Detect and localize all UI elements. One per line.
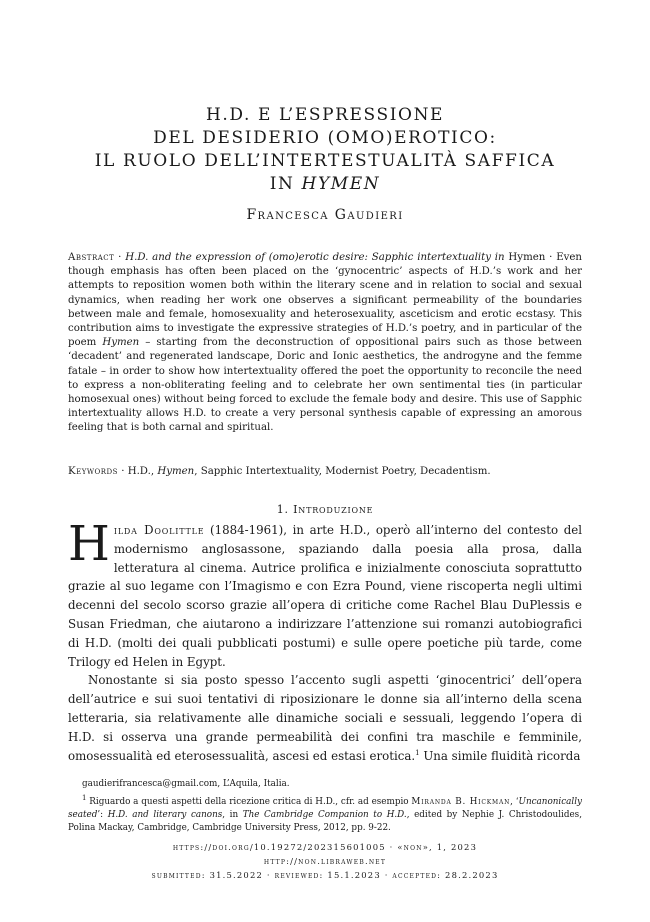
abstract-english-title-end: Hymen: [504, 252, 546, 263]
website-line[interactable]: http://non.libraweb.net: [263, 856, 387, 866]
paragraph-1-mid: ed: [110, 654, 133, 669]
footnote-1-italic-3: The Cambridge Companion to H.D.: [242, 810, 407, 820]
keywords-label: Keywords: [68, 466, 118, 477]
abstract-text-italic: Hymen: [102, 337, 140, 349]
keywords-pre: H.D.,: [127, 466, 158, 477]
footnote-ref-1[interactable]: 1: [415, 748, 420, 757]
footnote-1-italic-2: H.D. and literary canons: [107, 810, 223, 820]
abstract-separator-2: ·: [545, 252, 557, 263]
article-title: [0, 104, 650, 196]
paragraph-1-end: .: [222, 654, 226, 669]
section-heading: 1. Introduzione: [276, 503, 374, 516]
paragraph-2-end: Una simile fluidità ricorda: [419, 748, 581, 763]
drop-cap: H: [68, 516, 110, 572]
title-line-2: DEL DESIDERIO (OMO)EROTICO:: [153, 128, 497, 148]
footnote-1-author: Miranda B. Hickman: [411, 797, 511, 807]
abstract-label: Abstract: [68, 252, 115, 263]
footnote-1-text-d: , in: [222, 810, 243, 820]
title-line-1: H.D. E L’ESPRESSIONE: [205, 105, 445, 125]
abstract: [68, 251, 582, 436]
paragraph-2: [68, 671, 582, 765]
paragraph-1-text: (1884-1961), in arte H.D., operò all’interno del contesto del modernismo anglosassone, spaziando dalla poesia alla prosa, dalla letteratura al cinema. Autrice prolifica e inizialmente conosciuta soprattutto grazie al suo legame con l’Imagismo e con Ezra Pound, viene riscoperta negli ultimi decenni del secolo scorso grazie all’opera di critiche come Rachel Blau DuPlessis e Susan Friedman, che aiutarono a indirizzare l’attenzione sui romanzi autobiografici di H.D. (molti dei quali pubblicati postumi) e sulle opere poetiche più tarde, come: [68, 523, 582, 650]
footnote-1-text-a: Riguardo a questi aspetti della ricezione critica di H.D., cfr. ad esempio: [86, 797, 412, 807]
author-name: Francesca Gaudieri: [246, 207, 404, 223]
keywords-post: , Sapphic Intertextuality, Modernist Poetry, Decadentism.: [194, 466, 491, 477]
doi-line[interactable]: https://doi.org/10.19272/202315601005 · «non», 1, 2023: [172, 842, 478, 852]
dates-line: submitted: 31.5.2022 · reviewed: 15.1.2023 · accepted: 28.2.2023: [151, 870, 499, 880]
keywords-italic: Hymen: [157, 466, 195, 477]
keywords-separator: ·: [117, 466, 128, 477]
publication-meta: [0, 840, 650, 882]
body-text: [68, 516, 582, 765]
work-title-helen: Helen in Egypt: [132, 654, 223, 669]
footnote-1-text-e: , edited by Nephie J. Christodoulides, Polina Mackay, Cambridge, Cambridge University Press, 2012, pp. 9-22.: [68, 810, 582, 833]
paragraph-1: [68, 516, 582, 671]
footnote-1-text-b: , ‘: [510, 797, 519, 807]
title-line-4: [0, 173, 650, 196]
abstract-text-2: – starting from the deconstruction of oppositional pairs such as those between ‘decadent’ and regenerated landscape, Doric and Ionic aesthetics, the androgyne and the femme fatale – in order to show how intertextuality offered the poet the opportunity to reconcile the need to express a non-obliterating feeling and to celebrate her own sentimental ties (in particular homosexual ones) without being forced to exclude the female body and desire. This use of Sapphic intertextuality allows H.D. to create a very personal synthesis capable of expressing an amorous feeling that is both carnal and spiritual.: [68, 337, 582, 434]
footnote-1-text-c: ’:: [97, 810, 108, 820]
paragraph-2-text: Nonostante si sia posto spesso l’accento sugli aspetti ‘ginocentrici’ dell’opera dell’autrice e sui suoi tentativi di riposizionare le donne sia all’interno della scena letteraria, sia relativamente alle dinamiche sociali e sessuali, leggendo l’opera di H.D. si osserva una grande permeabilità dei confini tra maschile e femminile, omosessualità ed eterosessualità, ascesi ed estasi erotica.: [68, 673, 582, 763]
footnote-1-number: 1: [82, 794, 87, 803]
keywords: [68, 465, 582, 479]
footnote-1-italic-1: Uncanonically seated: [68, 797, 583, 820]
author-subject-name: ilda Doolittle: [113, 523, 205, 537]
abstract-separator: ·: [114, 252, 126, 263]
work-title-trilogy: Trilogy: [68, 654, 111, 669]
footnotes: [68, 778, 582, 835]
title-line-4-italic: HYMEN: [301, 174, 381, 194]
title-line-3: IL RUOLO DELL’INTERTESTUALITÀ SAFFICA: [94, 151, 556, 171]
abstract-text-1: Even though emphasis has often been placed on the ‘gynocentric’ aspects of H.D.’s work and her attempts to reposition women both within the literary scene and in relation to social and sexual dynamics, when reading her work one observes a significant permeability of the boundaries between male and female, homosexuality and heterosexuality, asceticism and erotic ecstasy. This contribution aims to investigate the expressive strategies of H.D.’s poetry, and in particular of the poem: [68, 252, 582, 349]
footnote-1: [68, 796, 582, 835]
title-line-4-prefix: IN: [269, 174, 302, 194]
abstract-english-title: H.D. and the expression of (omo)erotic desire: Sapphic intertextuality in: [125, 252, 505, 263]
author-email-line: gaudierifrancesca@gmail.com, L’Aquila, Italia.: [82, 779, 290, 789]
